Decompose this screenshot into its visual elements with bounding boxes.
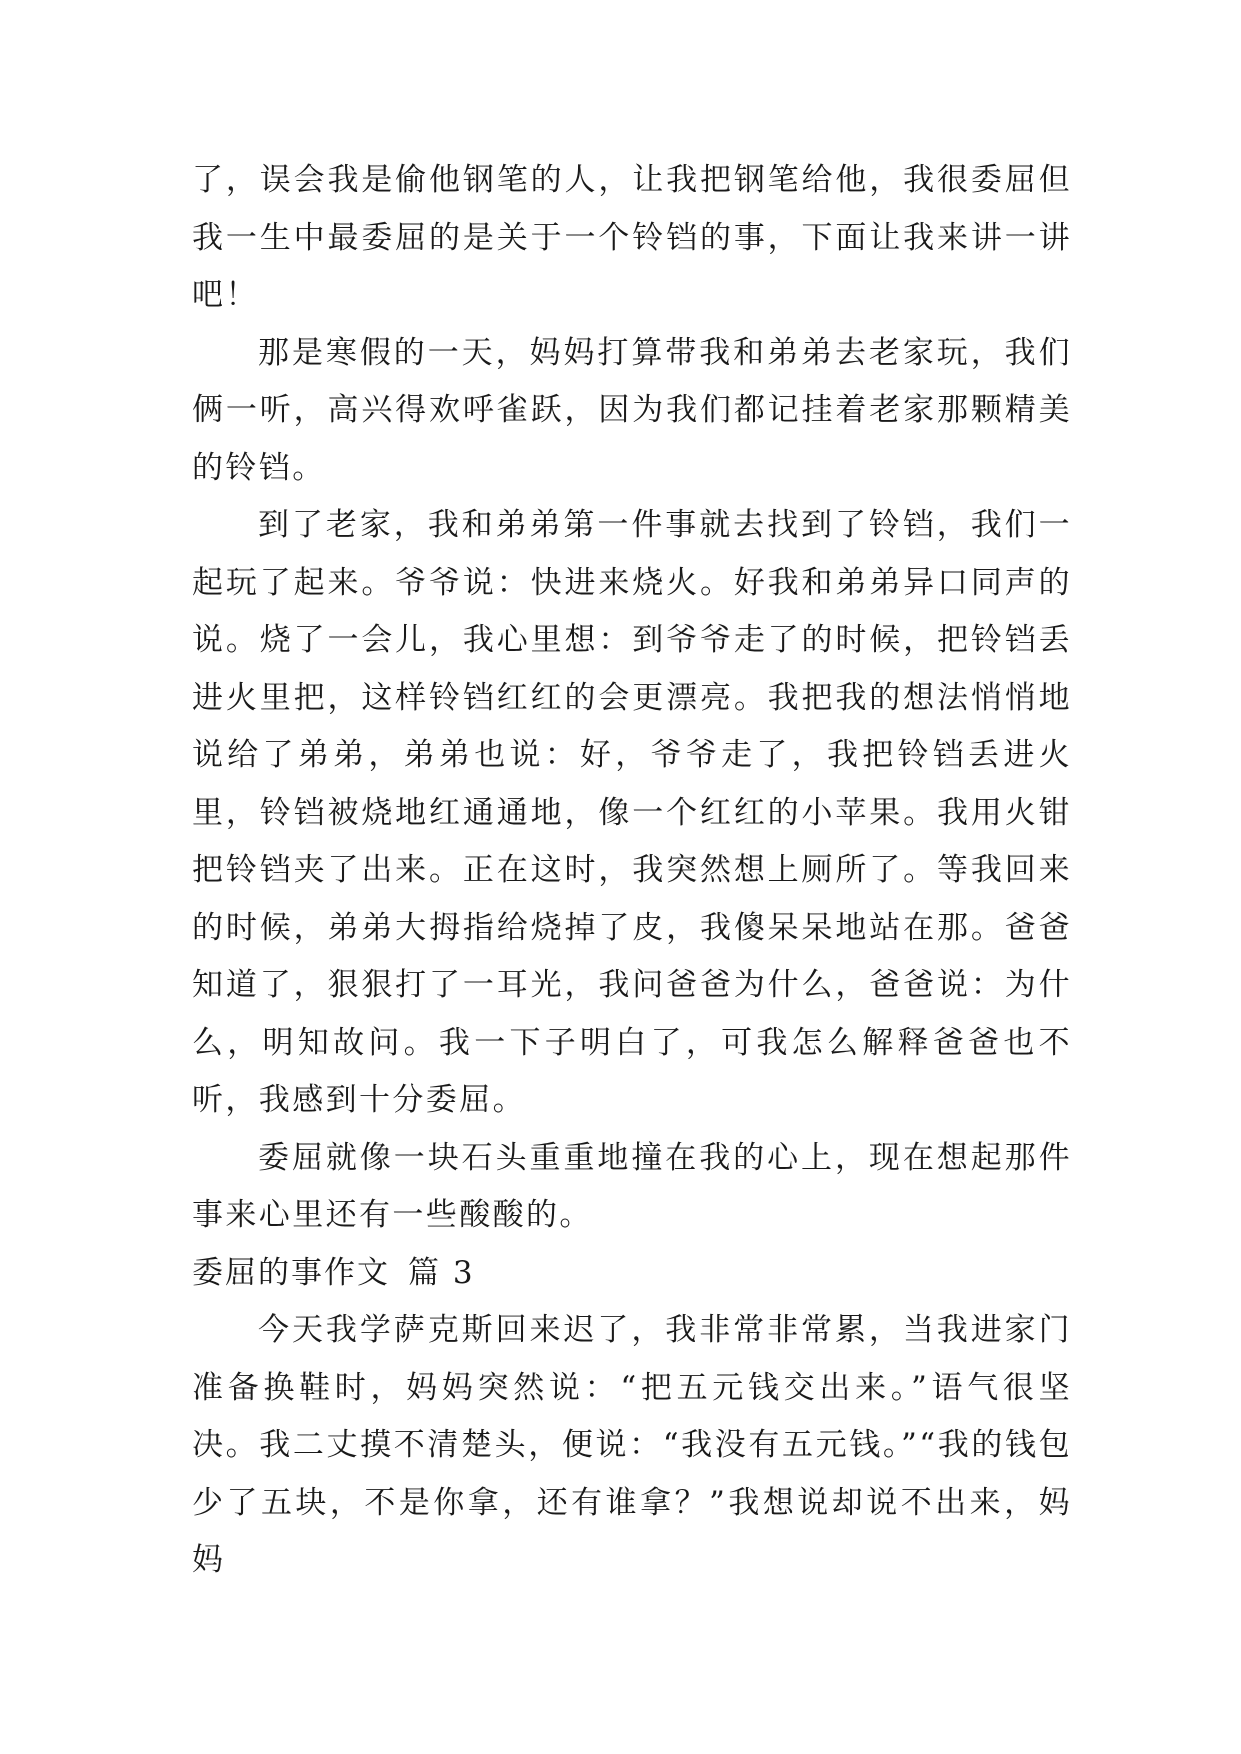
heading-title: 委屈的事作文 [192,1254,390,1291]
section-heading [192,1245,1072,1303]
heading-section-number: 篇 3 [408,1254,475,1291]
paragraph-3: 到了老家，我和弟弟第一件事就去找到了铃铛，我们一起玩了起来。爷爷说：快进来烧火。好我和弟弟异口同声的说。烧了一会儿，我心里想：到爷爷走了的时候，把铃铛丢进火里把，这样铃铛红红的会更漂亮。我把我的想法悄悄地说给了弟弟，弟弟也说：好，爷爷走了，我把铃铛丢进火里，铃铛被烧地红通通地，像一个红红的小苹果。我用火钳把铃铛夹了出来。正在这时，我突然想上厕所了。等我回来的时候，弟弟大拇指给烧掉了皮，我傻呆呆地站在那。爸爸知道了，狠狠打了一耳光，我问爸爸为什么，爸爸说：为什么，明知故问。我一下子明白了，可我怎么解释爸爸也不听，我感到十分委屈。 [192,507,1072,1118]
paragraph-1: 了，误会我是偷他钢笔的人，让我把钢笔给他，我很委屈但我一生中最委屈的是关于一个铃铛的事，下面让我来讲一讲吧！ [192,162,1072,313]
paragraph-5: 今天我学萨克斯回来迟了，我非常非常累，当我进家门准备换鞋时，妈妈突然说：“把五元钱交出来。”语气很坚决。我二丈摸不清楚头，便说：“我没有五元钱。”“我的钱包少了五块，不是你拿，还有谁拿？”我想说却说不出来，妈妈 [192,1312,1072,1578]
essay-body [192,152,1072,1590]
paragraph-2: 那是寒假的一天，妈妈打算带我和弟弟去老家玩，我们俩一听，高兴得欢呼雀跃，因为我们都记挂着老家那颗精美的铃铛。 [192,334,1072,486]
paragraph-4: 委屈就像一块石头重重地撞在我的心上，现在想起那件事来心里还有一些酸酸的。 [192,1139,1072,1233]
